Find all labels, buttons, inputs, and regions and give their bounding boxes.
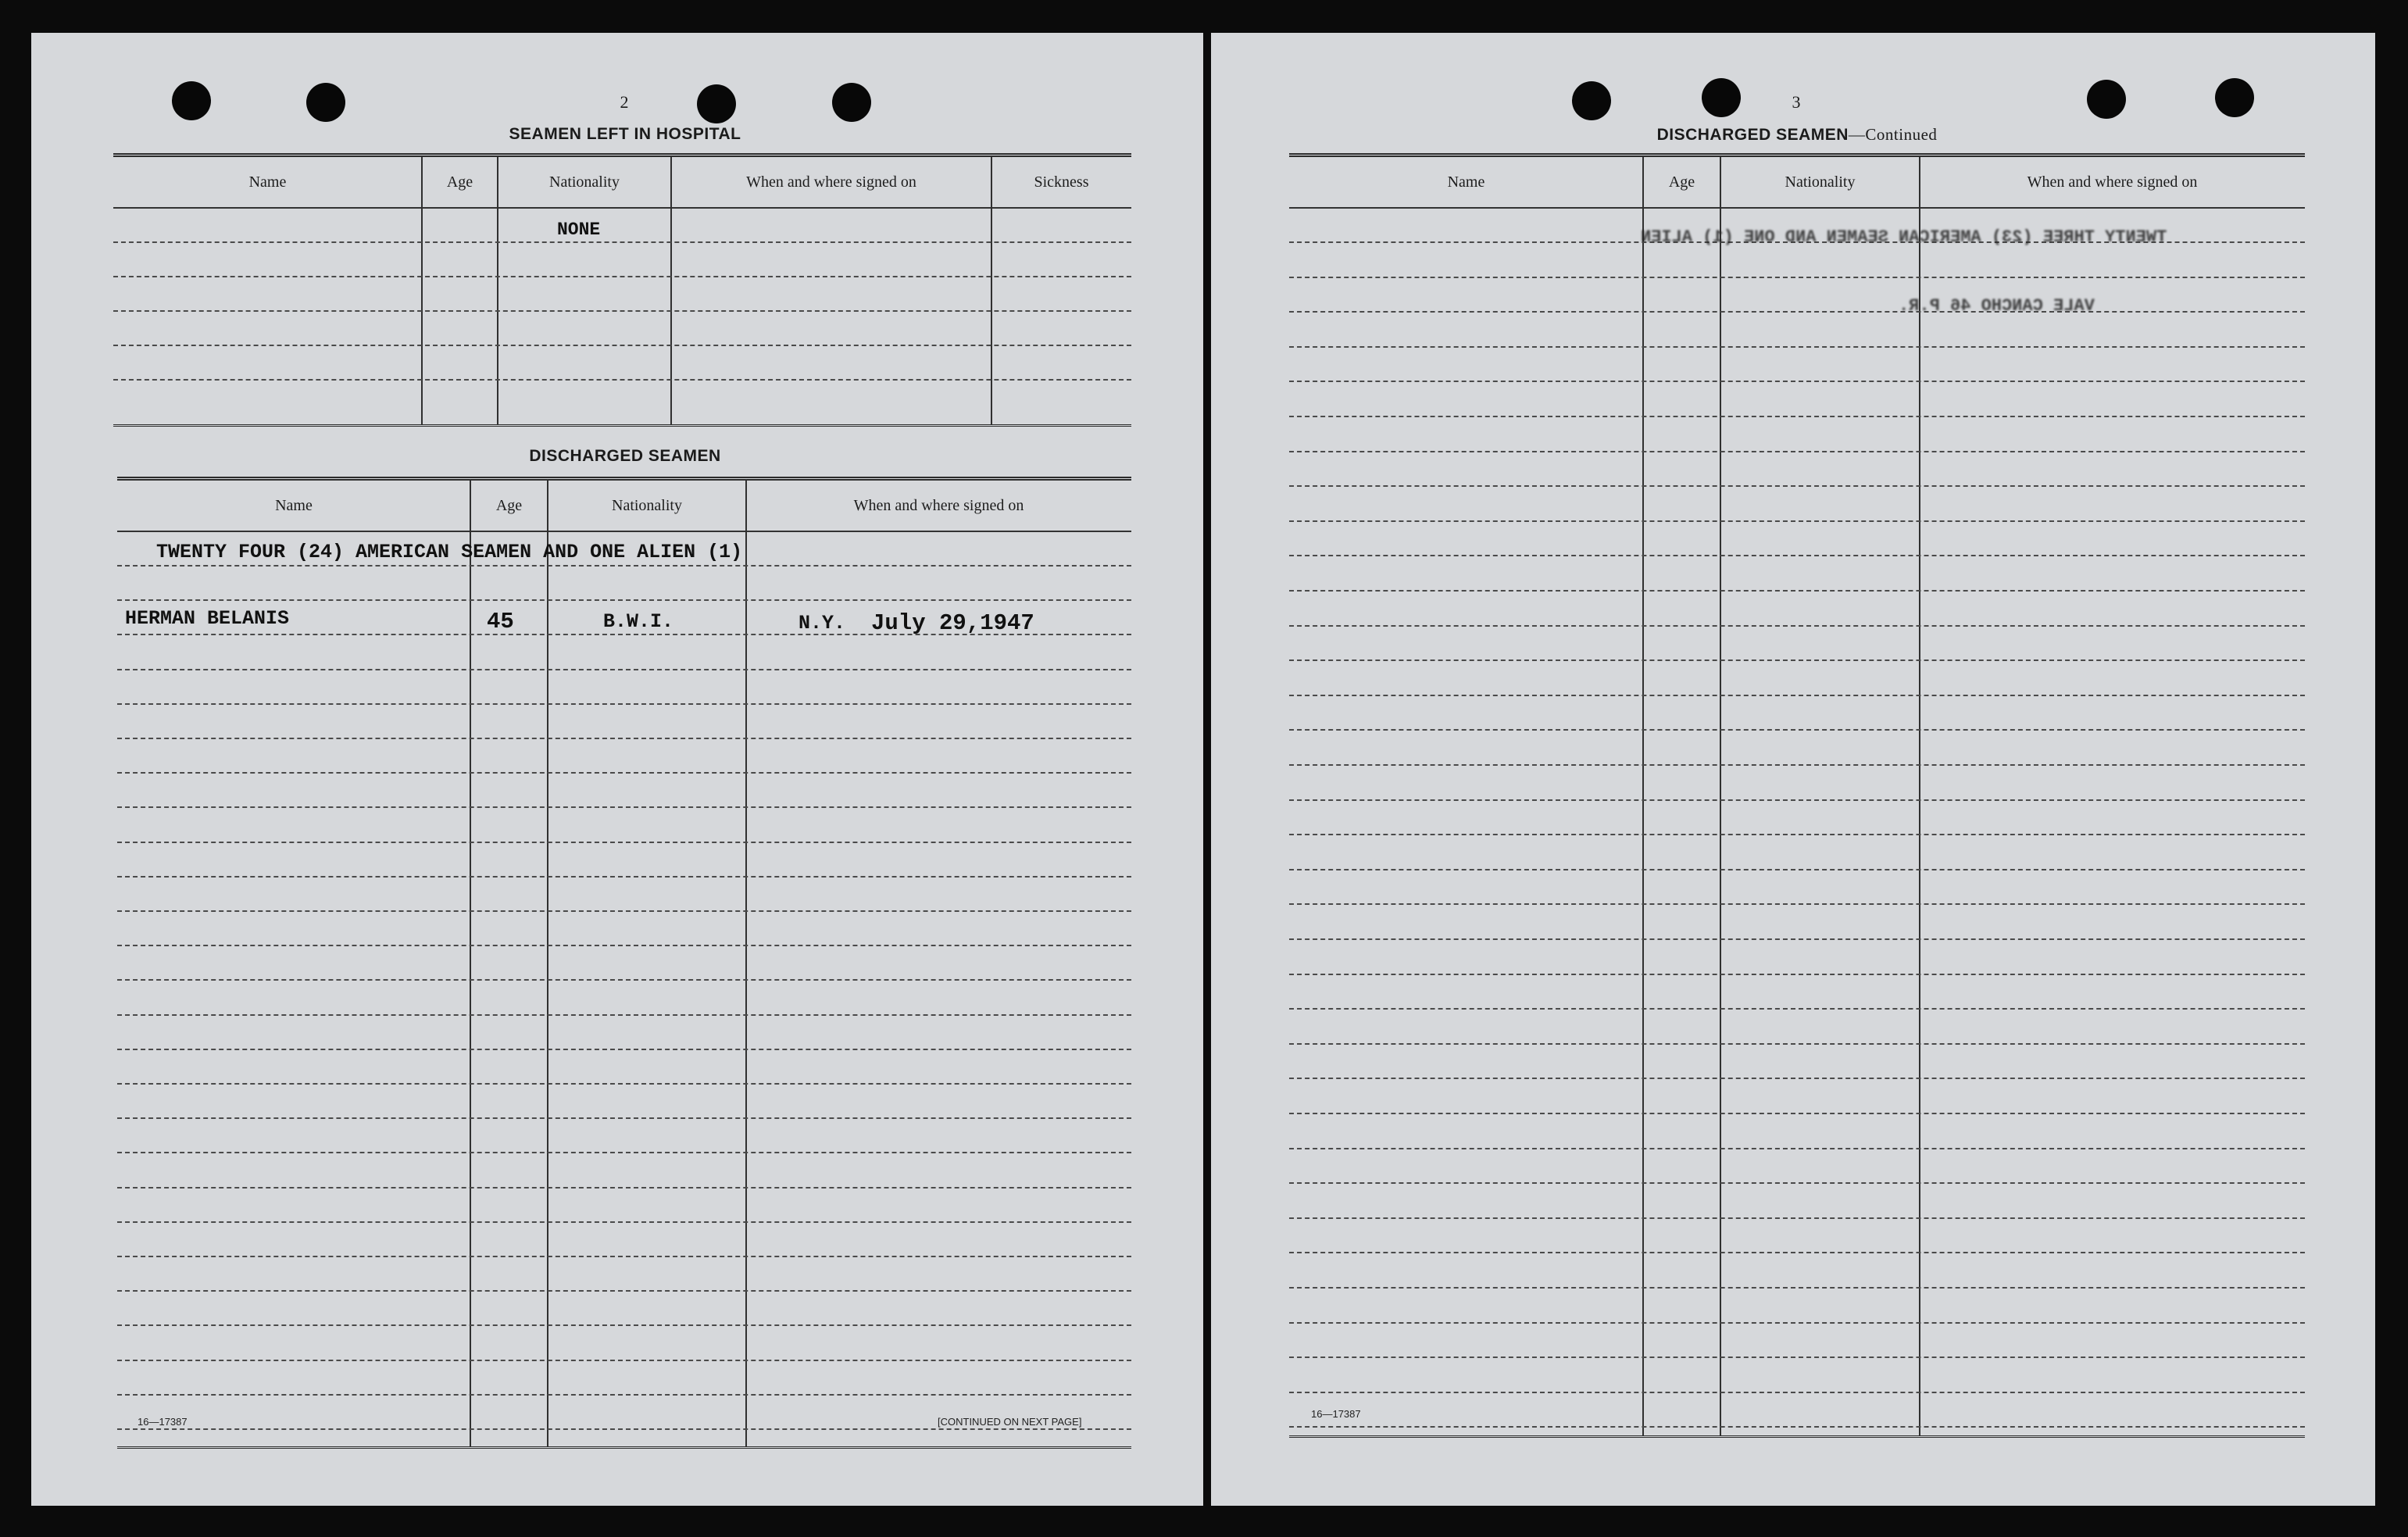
table-row-rule — [117, 1014, 1131, 1016]
column-header-signed-on: When and where signed on — [2027, 173, 2198, 191]
hospital-nationality-entry: NONE — [557, 220, 601, 240]
table-row-rule — [117, 1152, 1131, 1153]
table-row-rule — [1289, 520, 2305, 522]
form-number: 16—17387 — [1311, 1408, 1361, 1420]
punch-hole — [1702, 78, 1741, 117]
seaman-age: 45 — [487, 609, 514, 634]
table-row-rule — [1289, 590, 2305, 592]
table-row-rule — [117, 876, 1131, 878]
column-rule — [670, 157, 672, 424]
table-row-rule — [117, 1187, 1131, 1188]
table-row-rule — [113, 345, 1131, 346]
column-rule — [547, 481, 548, 1446]
table-row-rule — [1289, 974, 2305, 975]
seaman-signed-on-date: July 29,1947 — [871, 610, 1034, 636]
punch-hole — [306, 83, 345, 122]
table-row-rule — [117, 1083, 1131, 1085]
punch-hole — [172, 81, 211, 120]
column-header-name: Name — [248, 173, 287, 191]
column-rule — [421, 157, 423, 424]
table-row-rule — [1289, 381, 2305, 382]
table-row-rule — [1289, 346, 2305, 348]
discharged-section-title: DISCHARGED SEAMEN — [529, 447, 721, 465]
table-row-rule — [117, 565, 1131, 567]
table-row-rule — [1289, 729, 2305, 731]
table-header — [1289, 157, 2305, 209]
table-row-rule — [1289, 799, 2305, 801]
left-page — [31, 33, 1203, 1506]
column-rule — [745, 481, 747, 1446]
table-row-rule — [1289, 1426, 2305, 1428]
table-row-rule — [113, 379, 1131, 381]
table-row-rule — [117, 1290, 1131, 1292]
table-row-rule — [1289, 311, 2305, 313]
page-number: 2 — [620, 92, 629, 112]
column-header-age: Age — [1668, 173, 1695, 191]
continued-note: [CONTINUED ON NEXT PAGE] — [938, 1416, 1082, 1428]
table-row-rule — [1289, 1356, 2305, 1358]
table-row-rule — [1289, 903, 2305, 905]
table-row-rule — [1289, 659, 2305, 661]
punch-hole — [2215, 78, 2254, 117]
section-title-main: DISCHARGED SEAMEN — [1656, 126, 1849, 144]
table-row-rule — [1289, 695, 2305, 696]
column-header-age: Age — [446, 173, 473, 191]
table-row-rule — [113, 276, 1131, 277]
section-title — [1563, 125, 2031, 145]
discharged-table — [117, 477, 1131, 1449]
summary-line: TWENTY FOUR (24) AMERICAN SEAMEN AND ONE ALIEN (1) — [156, 541, 743, 563]
page-number: 3 — [1792, 92, 1801, 112]
column-header-age: Age — [495, 496, 523, 514]
table-row-rule — [1289, 869, 2305, 870]
table-row-rule — [1289, 764, 2305, 766]
column-header-signed-on: When and where signed on — [746, 173, 916, 191]
column-rule — [470, 481, 471, 1446]
table-row-rule — [117, 1221, 1131, 1223]
column-header-name: Name — [1447, 173, 1485, 191]
table-header — [113, 157, 1131, 209]
table-row-rule — [117, 738, 1131, 739]
table-row-rule — [1289, 834, 2305, 835]
table-row-rule — [117, 1428, 1131, 1430]
table-row-rule — [1289, 1182, 2305, 1184]
table-row-rule — [117, 1256, 1131, 1257]
table-row-rule — [1289, 1008, 2305, 1010]
table-row-rule — [1289, 451, 2305, 452]
hospital-table — [113, 153, 1131, 427]
table-row-rule — [117, 1360, 1131, 1361]
table-row-rule — [117, 669, 1131, 670]
table-row-rule — [117, 1049, 1131, 1050]
seaman-nationality: B.W.I. — [603, 610, 674, 633]
punch-hole — [2087, 80, 2126, 119]
section-title-suffix: —Continued — [1848, 125, 1938, 144]
table-row-rule — [117, 806, 1131, 808]
column-header-nationality: Nationality — [612, 496, 682, 514]
bleed-through-text — [1899, 296, 2095, 316]
table-row-rule — [117, 910, 1131, 912]
right-page — [1211, 33, 2375, 1506]
table-row-rule — [1289, 625, 2305, 627]
punch-hole — [1572, 81, 1611, 120]
column-rule — [1919, 157, 1920, 1435]
column-header-signed-on: When and where signed on — [853, 496, 1024, 514]
table-row-rule — [117, 842, 1131, 843]
table-row-rule — [1289, 1252, 2305, 1253]
table-row-rule — [117, 1117, 1131, 1119]
column-rule — [1642, 157, 1644, 1435]
table-row-rule — [1289, 1113, 2305, 1114]
table-row-rule — [1289, 938, 2305, 940]
table-row-rule — [117, 1324, 1131, 1326]
table-row-rule — [1289, 416, 2305, 417]
column-header-nationality: Nationality — [549, 173, 620, 191]
table-row-rule — [1289, 1217, 2305, 1219]
table-row-rule — [1289, 1078, 2305, 1079]
table-row-rule — [117, 599, 1131, 601]
table-row-rule — [1289, 1043, 2305, 1045]
form-number: 16—17387 — [138, 1416, 188, 1428]
seaman-signed-on-place: N.Y. — [798, 612, 846, 634]
table-header — [117, 481, 1131, 532]
table-row-rule — [1289, 485, 2305, 487]
table-row-rule — [113, 310, 1131, 312]
column-header-name: Name — [275, 496, 313, 514]
table-row-rule — [1289, 277, 2305, 278]
hospital-section-title: SEAMEN LEFT IN HOSPITAL — [509, 125, 741, 143]
seaman-name: HERMAN BELANIS — [125, 607, 290, 630]
table-row-rule — [1289, 1392, 2305, 1393]
discharged-continued-table — [1289, 153, 2305, 1438]
table-row-rule — [1289, 1322, 2305, 1324]
table-row-rule — [1289, 1148, 2305, 1149]
bleed-through-text — [1641, 227, 2167, 247]
table-row-rule — [117, 772, 1131, 774]
table-row-rule — [117, 979, 1131, 981]
column-header-sickness: Sickness — [1034, 173, 1089, 191]
table-row-rule — [1289, 555, 2305, 556]
table-row-rule — [1289, 1287, 2305, 1289]
table-row-rule — [117, 1394, 1131, 1396]
column-header-nationality: Nationality — [1785, 173, 1856, 191]
punch-hole — [697, 84, 736, 123]
bleed-through-line-2: VALE CANCHO 46 P.R. — [1899, 296, 2095, 316]
table-row-rule — [117, 703, 1131, 705]
table-row-rule — [113, 241, 1131, 243]
column-rule — [1720, 157, 1721, 1435]
table-row-rule — [117, 945, 1131, 946]
bleed-through-line-1: TWENTY THREE (23) AMERICAN SEAMEN AND ONE (1) ALIEN — [1641, 227, 2167, 247]
column-rule — [497, 157, 498, 424]
punch-hole — [832, 83, 871, 122]
column-rule — [991, 157, 992, 424]
